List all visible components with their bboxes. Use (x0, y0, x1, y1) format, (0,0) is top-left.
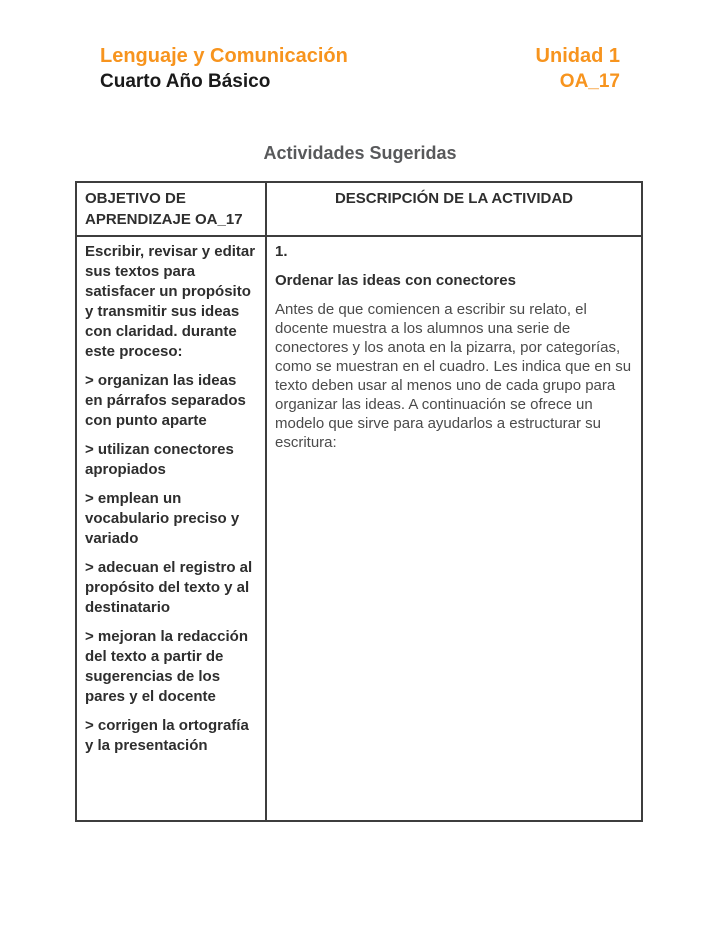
activity-cell (266, 236, 642, 821)
objective-bullet: > adecuan el registro al propósito del texto y al destinatario (85, 559, 253, 616)
table-header-row (76, 182, 642, 236)
table-body-row (76, 236, 642, 821)
subject-title: Lenguaje y Comunicación (100, 45, 348, 67)
unit-label: Unidad 1 (535, 45, 620, 67)
objective-intro: Escribir, revisar y editar sus textos para satisfacer un propósito y transmitir sus ideas con claridad. durante este proceso: (85, 243, 256, 360)
grade-title: Cuarto Año Básico (100, 71, 271, 92)
activity-column-header: DESCRIPCIÓN DE LA ACTIVIDAD (266, 182, 642, 236)
activities-table (75, 181, 643, 822)
oa-label: OA_17 (559, 71, 620, 92)
objective-bullet: > corrigen la ortografía y la presentación (85, 717, 249, 754)
activity-description: Antes de que comiencen a escribir su relato, el docente muestra a los alumnos una serie de conectores y los anota en la pizarra, por categorías, como se muestran en el cuadro. Les indica que en su texto deben usar al menos uno de cada grupo para organizar las ideas. A continuación se ofrece un modelo que sirve para ayudarlos a estructurar su escritura: (275, 301, 632, 451)
objective-bullet: > mejoran la redacción del texto a partir de sugerencias de los pares y el docente (85, 628, 248, 705)
activity-title: Ordenar las ideas con conectores (275, 272, 516, 289)
activity-number: 1. (275, 243, 288, 260)
objective-bullet: > emplean un vocabulario preciso y variado (85, 490, 240, 547)
objective-cell (76, 236, 266, 821)
document-header (100, 44, 620, 94)
page-title: Actividades Sugeridas (263, 143, 457, 163)
objective-column-header: OBJETIVO DE APRENDIZAJE OA_17 (76, 182, 266, 236)
header-right-block (536, 44, 620, 94)
objective-bullet: > organizan las ideas en párrafos separados con punto aparte (85, 372, 246, 429)
objective-bullet: > utilizan conectores apropiados (85, 441, 234, 478)
header-left-block (100, 44, 348, 94)
